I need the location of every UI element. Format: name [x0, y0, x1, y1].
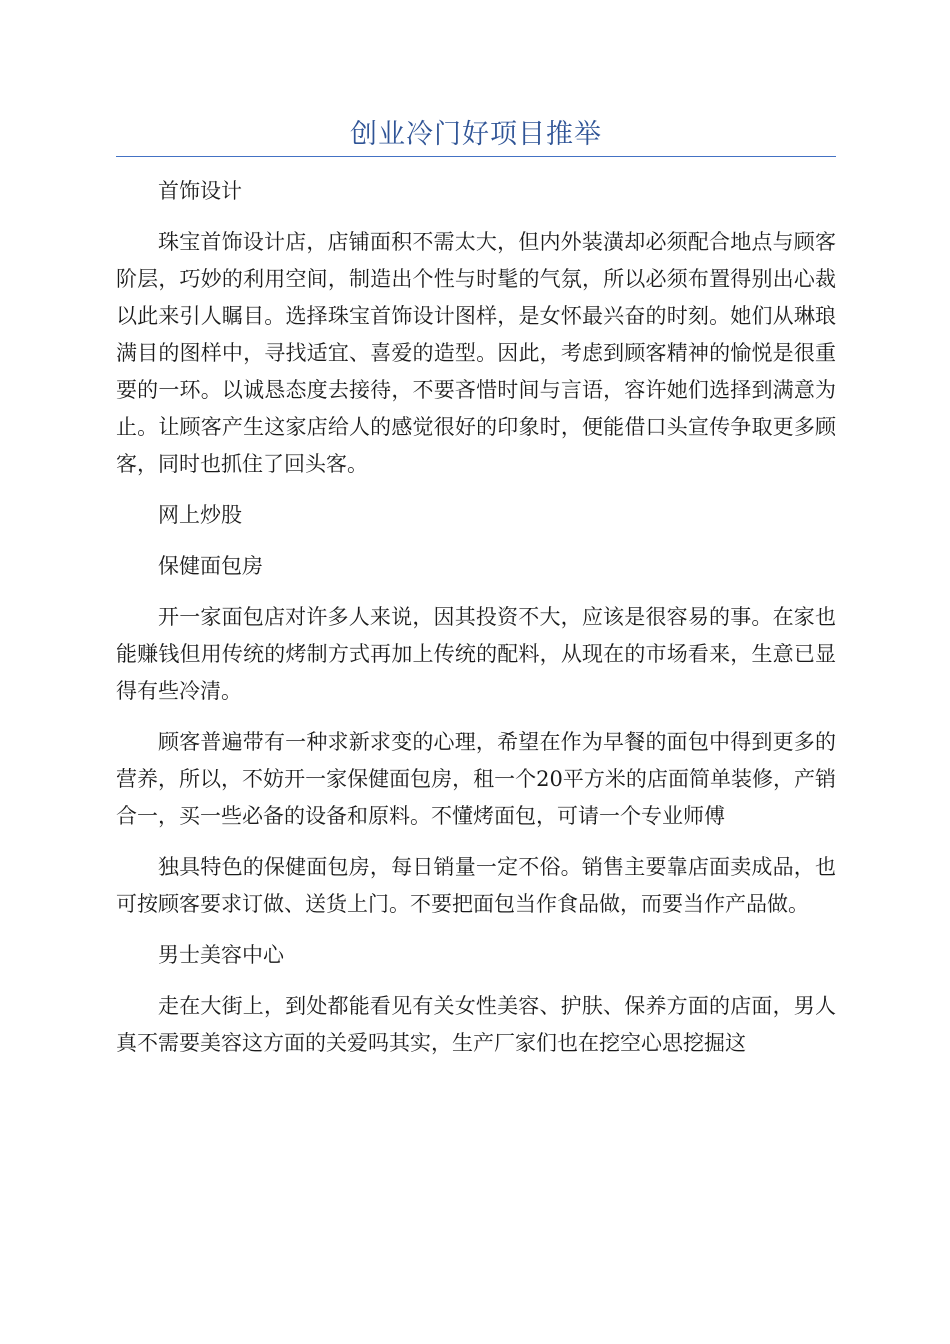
title-underline — [116, 156, 836, 157]
document-page — [116, 0, 836, 1076]
paragraph-bakery-intro: 开一家面包店对许多人来说，因其投资不大，应该是很容易的事。在家也能赚钱但用传统的烤制方式再加上传统的配料，从现在的市场看来，生意已显得有些冷清。 — [116, 605, 836, 703]
document-title: 创业冷门好项目推举 — [350, 119, 602, 150]
paragraph-bakery-customers: 顾客普遍带有一种求新求变的心理，希望在作为早餐的面包中得到更多的营养，所以，不妨开一家保健面包房，租一个20平方米的店面简单装修，产销合一，买一些必备的设备和原料。不懂烤面包，可请一个专业师傅 — [116, 730, 836, 828]
heading-health-bakery: 保健面包房 — [158, 554, 263, 578]
paragraph-bakery-sales: 独具特色的保健面包房，每日销量一定不俗。销售主要靠店面卖成品，也可按顾客要求订做、送货上门。不要把面包当作食品做，而要当作产品做。 — [116, 855, 836, 916]
heading-mens-beauty: 男士美容中心 — [158, 943, 284, 967]
paragraph-jewelry-store: 珠宝首饰设计店，店铺面积不需太大，但内外装潢却必须配合地点与顾客阶层，巧妙的利用空间，制造出个性与时髦的气氛，所以必须布置得别出心裁以此来引人瞩目。选择珠宝首饰设计图样，是女怀最兴奋的时刻。她们从琳琅满目的图样中，寻找适宜、喜爱的造型。因此，考虑到顾客精神的愉悦是很重要的一环。以诚恳态度去接待，不要吝惜时间与言语，容许她们选择到满意为止。让顾客产生这家店给人的感觉很好的印象时，便能借口头宣传争取更多顾客，同时也抓住了回头客。 — [116, 230, 836, 476]
heading-jewelry-design: 首饰设计 — [158, 179, 242, 203]
paragraph-mens-beauty: 走在大街上，到处都能看见有关女性美容、护肤、保养方面的店面，男人真不需要美容这方面的关爱吗其实，生产厂家们也在挖空心思挖掘这 — [116, 994, 836, 1055]
heading-online-stocks: 网上炒股 — [158, 503, 242, 527]
